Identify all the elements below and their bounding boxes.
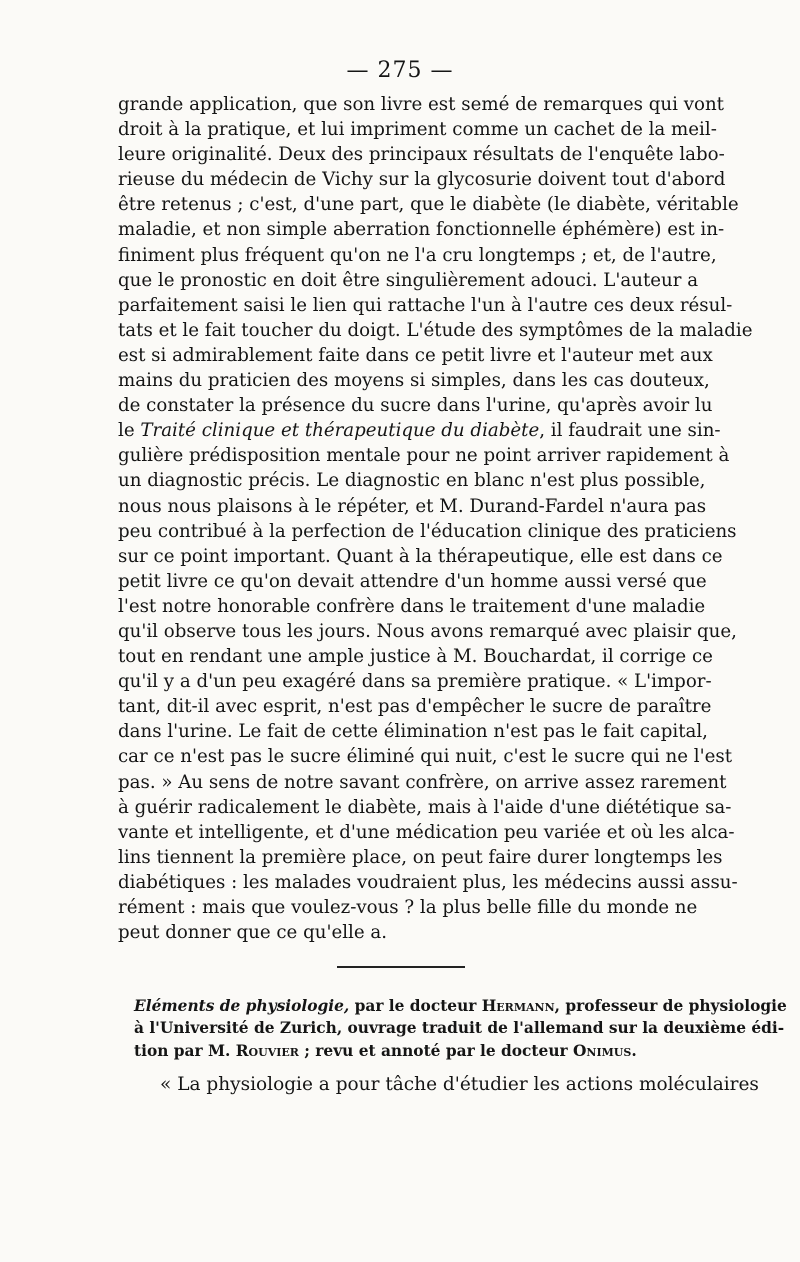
- text-line: « La physiologie a pour tâche d'étudier les actions moléculaires: [160, 1074, 759, 1095]
- annotator-name: Onimus: [572, 1041, 632, 1060]
- text-line: grande application, que son livre est semé de remarques qui vont: [118, 94, 724, 115]
- text-fragment: le: [118, 420, 141, 442]
- text-line: tant, dit-il avec esprit, n'est pas d'empêcher le sucre de paraître: [118, 696, 712, 718]
- text-line: lins tiennent la première place, on peut faire durer longtemps les: [118, 846, 723, 868]
- text-line: rément : mais que voulez-vous ? la plus belle fille du monde ne: [118, 897, 698, 918]
- text-line: petit livre ce qu'on devait attendre d'un homme aussi versé que: [118, 570, 707, 592]
- author-name: Hermann: [481, 997, 555, 1015]
- text-line: que le pronostic en doit être singulièrement adouci. L'auteur a: [118, 269, 699, 291]
- text-fragment: .: [631, 1041, 637, 1060]
- text-fragment: , il faudrait une sin-: [539, 420, 721, 442]
- book-title: Traité clinique et thérapeutique du diabète: [140, 420, 540, 442]
- text-line: tats et le fait toucher du doigt. L'étude des symptômes de la maladie: [118, 319, 753, 341]
- text-line-with-title: [118, 418, 721, 443]
- text-line: mains du praticien des moyens si simples, dans les cas douteux,: [118, 370, 710, 392]
- quote-paragraph: [160, 1072, 759, 1098]
- review-line: à l'Université de Zurich, ouvrage traduit de l'allemand sur la deuxième édi-: [134, 1019, 785, 1038]
- text-fragment: tion par M.: [134, 1041, 236, 1060]
- text-line: parfaitement saisi le lien qui rattache l'un à l'autre ces deux résul-: [118, 294, 733, 316]
- text-line: un diagnostic précis. Le diagnostic en blanc n'est plus possible,: [118, 470, 706, 492]
- text-line: car ce n'est pas le sucre éliminé qui nuit, c'est le sucre qui ne l'est: [118, 746, 732, 768]
- text-line: qu'il y a d'un peu exagéré dans sa première pratique. « L'impor-: [118, 671, 712, 693]
- text-line: rieuse du médecin de Vichy sur la glycosurie doivent tout d'abord: [118, 169, 726, 191]
- text-line: tout en rendant une ample justice à M. Bouchardat, il corrige ce: [118, 646, 713, 668]
- text-line: vante et intelligente, et d'une médication peu variée et où les alca-: [118, 821, 735, 843]
- text-line: leure originalité. Deux des principaux résultats de l'enquête labo-: [118, 144, 725, 166]
- text-line: pas. » Au sens de notre savant confrère, on arrive assez rarement: [118, 771, 727, 793]
- text-line: finiment plus fréquent qu'on ne l'a cru longtemps ; et, de l'autre,: [118, 244, 717, 266]
- review-line: [134, 995, 787, 1017]
- text-line: être retenus ; c'est, d'une part, que le diabète (le diabète, véritable: [118, 194, 739, 216]
- text-line: peut donner que ce qu'elle a.: [118, 922, 388, 944]
- text-line: l'est notre honorable confrère dans le traitement d'une maladie: [118, 595, 706, 617]
- section-divider: [337, 966, 465, 968]
- translator-name: Rouvier: [235, 1041, 299, 1060]
- text-fragment: ; revu et annoté par le docteur: [298, 1041, 573, 1060]
- text-line: est si admirablement faite dans ce petit livre et l'auteur met aux: [118, 344, 713, 366]
- text-line: droit à la pratique, et lui impriment comme un cachet de la meil-: [118, 119, 717, 141]
- text-fragment: par le docteur: [349, 997, 482, 1015]
- text-line: qu'il observe tous les jours. Nous avons remarqué avec plaisir que,: [118, 620, 737, 642]
- main-paragraph: [118, 92, 753, 945]
- text-line: de constater la présence du sucre dans l'urine, qu'après avoir lu: [118, 395, 713, 417]
- text-line: diabétiques : les malades voudraient plus, les médecins aussi assu-: [118, 871, 738, 893]
- text-line: sur ce point important. Quant à la thérapeutique, elle est dans ce: [118, 545, 723, 567]
- text-line: à guérir radicalement le diabète, mais à l'aide d'une diététique sa-: [118, 796, 732, 818]
- text-line: maladie, et non simple aberration fonctionnelle éphémère) est in-: [118, 219, 725, 241]
- page-number: — 275 —: [346, 58, 454, 83]
- text-line: dans l'urine. Le fait de cette élimination n'est pas le fait capital,: [118, 721, 708, 743]
- text-line: gulière prédisposition mentale pour ne point arriver rapidement à: [118, 445, 730, 467]
- text-line: nous nous plaisons à le répéter, et M. Durand-Fardel n'aura pas: [118, 495, 707, 517]
- review-heading: [134, 995, 787, 1062]
- text-line: peu contribué à la perfection de l'éducation clinique des praticiens: [118, 520, 737, 542]
- review-line: [134, 1040, 680, 1062]
- text-fragment: , professeur de physiologie: [554, 997, 787, 1015]
- review-book-title: Eléments de physiologie,: [134, 997, 350, 1015]
